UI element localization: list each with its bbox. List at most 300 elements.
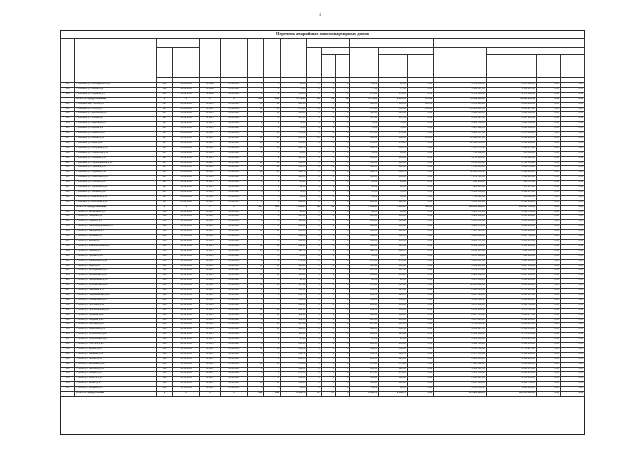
table-cell: 322,40 <box>350 244 379 249</box>
table-cell: 15.09.2011 <box>173 195 199 200</box>
table-cell: 7 502,35 <box>281 205 307 210</box>
table-cell: 130 <box>156 298 173 303</box>
table-cell: 2 <box>307 323 321 328</box>
table-cell: 6 <box>307 141 321 146</box>
table-cell: 226 <box>61 181 75 186</box>
table-cell: 31.12.2017 <box>221 323 247 328</box>
table-cell: 640 458,00 <box>434 181 487 186</box>
table-cell: 0,00 <box>407 244 433 249</box>
table-cell: 12 <box>264 362 281 367</box>
table-cell: 0,00 <box>407 382 433 387</box>
table-cell: 8 <box>264 357 281 362</box>
table-cell: 170 391 663,00 <box>434 392 487 397</box>
table-cell: 130 <box>156 254 173 259</box>
table-cell: г. Липки ул. Пушкина д.22 <box>75 313 156 318</box>
table-cell: 35,80 <box>379 151 408 156</box>
table-cell: 31.12.2017 <box>221 122 247 127</box>
table-cell: г. Калинин ул. Кирова д.9 <box>75 127 156 132</box>
table-cell: 15.09.2011 <box>173 151 199 156</box>
table-cell: 727,46 <box>407 97 433 102</box>
table-cell: 0,00 <box>536 269 560 274</box>
header-cell <box>434 39 585 48</box>
table-cell: 0,00 <box>536 338 560 343</box>
table-cell: 4 <box>247 377 264 382</box>
table-cell: 532,92 <box>379 107 408 112</box>
header-cell <box>199 39 221 78</box>
table-cell: III.2017 <box>199 347 221 352</box>
header-cell <box>536 55 560 78</box>
table-cell: х <box>199 97 221 102</box>
table-cell: 4 <box>247 92 264 97</box>
table-cell: 31.12.2017 <box>221 141 247 146</box>
table-cell: III.2017 <box>199 313 221 318</box>
table-cell: 19 <box>247 171 264 176</box>
table-cell: 187,50 <box>281 269 307 274</box>
table-cell: III.2017 <box>199 102 221 107</box>
table-cell: 1 <box>321 186 335 191</box>
table-cell: 8 <box>307 171 321 176</box>
table-cell: 127 <box>156 195 173 200</box>
table-cell: г. Калинин ул. Гоголя д.5 <box>75 107 156 112</box>
table-cell: 6 800 000,00 <box>486 102 536 107</box>
table-cell: 4 <box>264 220 281 225</box>
table-cell: 15.09.2011 <box>173 171 199 176</box>
table-cell: III.2017 <box>199 215 221 220</box>
table-cell: 5 791 391,00 <box>486 161 536 166</box>
table-cell: г. Липки ул. Парковая д.17 <box>75 289 156 294</box>
header-cell <box>307 48 321 78</box>
table-cell: 127 <box>156 186 173 191</box>
table-cell: 239 <box>61 249 75 254</box>
table-cell: 15.09.2011 <box>173 107 199 112</box>
table-cell: 0,00 <box>560 357 584 362</box>
table-cell: х <box>156 97 173 102</box>
table-cell: 213 <box>61 117 75 122</box>
table-cell: 1 879 500,00 <box>486 83 536 88</box>
table-cell: 31.12.2017 <box>221 244 247 249</box>
table-cell: 0,00 <box>536 112 560 117</box>
table-cell: 158,20 <box>379 298 408 303</box>
table-cell: 130 <box>156 264 173 269</box>
table-cell: г. Липки ул. Советская д.25 <box>75 328 156 333</box>
table-cell: 185,10 <box>379 215 408 220</box>
table-cell: 6 457 945,00 <box>486 117 536 122</box>
table-cell: 14.10.2011 <box>173 313 199 318</box>
table-cell: г. Липки ул. Первомайская д.18 <box>75 293 156 298</box>
table-cell: 130 <box>156 343 173 348</box>
table-cell: 14.10.2011 <box>173 230 199 235</box>
table-cell: 130 <box>156 387 173 392</box>
table-cell: 15.09.2011 <box>173 122 199 127</box>
table-cell: 0,00 <box>560 392 584 397</box>
table-cell: 4 <box>307 166 321 171</box>
table-cell: 4 <box>264 289 281 294</box>
table-cell: 11 <box>247 112 264 117</box>
table-cell: 675,92 <box>281 107 307 112</box>
table-cell: 3 571 448,00 <box>434 92 487 97</box>
table-cell: г. Липки ул. Садовая д.23 <box>75 318 156 323</box>
table-cell: 11 281 608,00 <box>434 284 487 289</box>
table-cell: 0,00 <box>560 289 584 294</box>
table-cell: 89,50 <box>379 387 408 392</box>
table-cell: 5 528 724,00 <box>486 166 536 171</box>
table-cell: 210 <box>61 102 75 107</box>
table-cell: 5 <box>264 298 281 303</box>
table-cell: 0 <box>336 372 350 377</box>
table-cell: 4 <box>307 328 321 333</box>
table-cell: 1 <box>307 122 321 127</box>
table-cell: 31.12.2017 <box>221 215 247 220</box>
table-cell: 6 <box>264 156 281 161</box>
table-cell: 1 <box>321 298 335 303</box>
table-cell: 2 <box>321 259 335 264</box>
table-cell: 0 <box>336 117 350 122</box>
table-cell: 6 <box>264 318 281 323</box>
table-cell: Итого по городу Калинину <box>75 205 156 210</box>
table-cell: 1 <box>307 269 321 274</box>
table-cell: 14.10.2011 <box>173 367 199 372</box>
table-cell: 3 <box>264 190 281 195</box>
table-cell: 0,00 <box>560 107 584 112</box>
table-cell: 0,00 <box>407 171 433 176</box>
table-cell: 0,00 <box>560 200 584 205</box>
table-cell: 223 <box>61 166 75 171</box>
table-cell: 14.10.2011 <box>173 235 199 240</box>
table-cell: 31.12.2017 <box>221 298 247 303</box>
table-cell: 31.12.2017 <box>221 225 247 230</box>
table-cell: 287,10 <box>379 323 408 328</box>
table-cell: 2 <box>307 343 321 348</box>
header-cell <box>407 55 433 78</box>
table-cell: 246,60 <box>281 225 307 230</box>
table-cell: 15.09.2011 <box>173 117 199 122</box>
table-cell: 3 <box>307 308 321 313</box>
table-cell: 1 263 910,00 <box>486 387 536 392</box>
table-cell: 391,50 <box>350 166 379 171</box>
table-cell: 462,30 <box>379 328 408 333</box>
table-cell: 198,30 <box>379 367 408 372</box>
table-cell: 31.12.2017 <box>221 151 247 156</box>
table-cell: 2 <box>321 200 335 205</box>
table-cell: 31.12.2017 <box>221 377 247 382</box>
table-cell: Итого по городу Калинину <box>75 97 156 102</box>
table-cell: 1 <box>321 122 335 127</box>
table-cell: 233 <box>61 220 75 225</box>
table-cell: 0 <box>336 146 350 151</box>
table-cell: 2 287 748,00 <box>486 235 536 240</box>
table-cell: 7 <box>264 367 281 372</box>
table-cell: III.2017 <box>199 377 221 382</box>
table-cell: 1 <box>321 181 335 186</box>
table-cell: 31.12.2017 <box>221 195 247 200</box>
header-cell <box>321 55 335 78</box>
table-cell: 14.10.2011 <box>173 347 199 352</box>
table-cell: 3 <box>321 362 335 367</box>
header-cell <box>281 39 307 78</box>
table-cell: 130 <box>156 357 173 362</box>
table-cell: 0,00 <box>560 171 584 176</box>
table-cell: 574,06 <box>281 141 307 146</box>
table-cell: 0,00 <box>407 323 433 328</box>
table-cell: 0 <box>336 205 350 210</box>
table-cell: 4 <box>247 333 264 338</box>
table-cell: г. Липки ул. Маяковского д.11 <box>75 259 156 264</box>
table-cell: 15.09.2011 <box>173 112 199 117</box>
table-cell: 183,40 <box>379 318 408 323</box>
table-cell: 0 <box>336 392 350 397</box>
table-cell: г. Липки ул. Толстого д.28 <box>75 343 156 348</box>
table-cell: 121,60 <box>281 289 307 294</box>
table-cell: 2 <box>321 293 335 298</box>
table-cell: 8 566,70 <box>350 392 379 397</box>
table-cell: 31.12.2017 <box>221 313 247 318</box>
table-cell: 7 044,35 <box>379 205 408 210</box>
table-cell: 31.12.2017 <box>221 333 247 338</box>
table-cell: III.2017 <box>199 323 221 328</box>
table-cell: 14.10.2011 <box>173 279 199 284</box>
table-cell: г. Липки ул. Энгельса д.33 <box>75 367 156 372</box>
table-cell: 0,00 <box>407 240 433 245</box>
table-cell: 127 <box>156 176 173 181</box>
table-cell: 9 195 147,00 <box>434 328 487 333</box>
table-cell: 0 <box>336 215 350 220</box>
table-cell: 31.12.2017 <box>221 166 247 171</box>
table-cell: 2 475 569,00 <box>486 132 536 137</box>
table-cell: 712 062,00 <box>434 151 487 156</box>
table-cell: 1 <box>307 181 321 186</box>
table-cell: 0,00 <box>560 313 584 318</box>
header-cell <box>307 39 350 48</box>
table-cell: 127 <box>156 132 173 137</box>
table-cell: 78,55 <box>379 190 408 195</box>
table-cell: х <box>173 97 199 102</box>
table-cell: 121,60 <box>350 289 379 294</box>
table-cell: 26 <box>264 107 281 112</box>
table-cell: 9 <box>247 259 264 264</box>
table-cell: 126 <box>156 87 173 92</box>
table-cell: 0 <box>336 132 350 137</box>
table-cell: 0,00 <box>536 171 560 176</box>
table-cell: 0,00 <box>536 392 560 397</box>
table-cell: 130 <box>156 338 173 343</box>
table-cell: г. Калинин ул. Мира д.12 <box>75 141 156 146</box>
table-cell: 0,00 <box>407 328 433 333</box>
table-cell: 0,00 <box>407 279 433 284</box>
table-cell: 256,40 <box>379 343 408 348</box>
table-cell: 0 <box>336 352 350 357</box>
table-cell: 15.09.2011 <box>173 161 199 166</box>
table-cell: 0,00 <box>560 367 584 372</box>
table-cell: 0,00 <box>407 166 433 171</box>
table-cell: 2 <box>321 357 335 362</box>
table-cell: 4 129 244,00 <box>486 200 536 205</box>
table-cell: 0,00 <box>407 92 433 97</box>
table-cell: г. Липки ул. Ягодная д.37 <box>75 387 156 392</box>
table-cell: 8 566,70 <box>379 392 408 397</box>
table-cell: 0,00 <box>536 377 560 382</box>
table-cell: 16 <box>247 141 264 146</box>
table-cell: 126 <box>156 92 173 97</box>
table-cell: 4 370 728,00 <box>486 308 536 313</box>
table-cell: 75 040 000,00 <box>434 97 487 102</box>
table-cell: 4 <box>247 289 264 294</box>
table-cell: 0 <box>336 235 350 240</box>
table-cell: 5 815 836,00 <box>434 200 487 205</box>
table-cell: 7 042 592,00 <box>486 249 536 254</box>
table-cell: III.2017 <box>199 122 221 127</box>
table-cell: 1 <box>307 352 321 357</box>
table-cell: 3 <box>307 382 321 387</box>
table-cell: 130 <box>156 284 173 289</box>
table-cell: 265,20 <box>281 156 307 161</box>
table-cell: 31.12.2017 <box>221 176 247 181</box>
table-cell: 226,50 <box>281 357 307 362</box>
table-cell: 130 <box>156 220 173 225</box>
table-cell: 31.12.2017 <box>221 230 247 235</box>
table-cell: х <box>156 205 173 210</box>
table-cell: 508 388,00 <box>486 195 536 200</box>
table-cell: 385,50 <box>379 230 408 235</box>
table-cell: 1 <box>321 210 335 215</box>
table-cell: 1 <box>307 289 321 294</box>
table-cell: 15.09.2011 <box>173 132 199 137</box>
table-cell: 36,00 <box>379 195 408 200</box>
table-cell: 0,00 <box>536 254 560 259</box>
table-cell: 31.12.2017 <box>221 112 247 117</box>
table-cell: 7 502,35 <box>350 205 379 210</box>
table-cell: 162,00 <box>379 235 408 240</box>
table-cell: 0,00 <box>560 274 584 279</box>
table-cell: 2 <box>307 367 321 372</box>
table-cell: 219 <box>61 146 75 151</box>
table-cell: 125,00 <box>407 136 433 141</box>
table-cell: 127 <box>156 181 173 186</box>
table-cell: 4 847 193,00 <box>434 293 487 298</box>
table-cell: 3 <box>321 264 335 269</box>
table-cell: 0 <box>336 254 350 259</box>
table-cell: 0 <box>336 323 350 328</box>
table-cell: 214,90 <box>281 303 307 308</box>
table-cell: 175,30 <box>379 132 408 137</box>
table-cell: 2 <box>307 200 321 205</box>
table-cell: III.2017 <box>199 186 221 191</box>
header-cell <box>264 39 281 78</box>
table-cell: 238 <box>61 244 75 249</box>
table-cell: 3 <box>321 230 335 235</box>
table-cell: 3 <box>247 338 264 343</box>
table-cell: 31.12.2017 <box>221 352 247 357</box>
table-cell: 599,70 <box>350 171 379 176</box>
table-cell: 36,00 <box>281 195 307 200</box>
table-cell: 3 <box>264 279 281 284</box>
table-cell: 0,00 <box>560 195 584 200</box>
table-cell: 211,30 <box>281 240 307 245</box>
table-cell: 3 146 598,00 <box>434 298 487 303</box>
table-cell: 0 <box>336 362 350 367</box>
table-cell: 0,00 <box>407 387 433 392</box>
table-cell: г. Калинин ул. Садовая д.3 <box>75 92 156 97</box>
table-cell: 0,00 <box>407 156 433 161</box>
table-cell: 127 <box>156 161 173 166</box>
table-cell: 8 <box>264 225 281 230</box>
table-cell: 6 <box>247 215 264 220</box>
table-cell: 5 710 419,00 <box>434 323 487 328</box>
table-cell: 276,30 <box>379 259 408 264</box>
table-cell: 0,00 <box>536 215 560 220</box>
table-cell: III.2017 <box>199 171 221 176</box>
table-cell: г. Калинин ул. Мичурина д.13 <box>75 146 156 151</box>
table-cell: 292,40 <box>379 200 408 205</box>
table-cell: 130 <box>156 382 173 387</box>
table-cell: 187,50 <box>350 269 379 274</box>
table-cell: 31.12.2017 <box>221 289 247 294</box>
table-cell: 241 <box>61 259 75 264</box>
table-cell: 31.12.2017 <box>221 362 247 367</box>
table-cell: 0,00 <box>407 200 433 205</box>
table-cell: 1 <box>307 333 321 338</box>
table-cell: 3 620 855,00 <box>486 343 536 348</box>
table-cell: 0 <box>336 357 350 362</box>
table-cell: 251 <box>61 308 75 313</box>
table-cell: 481,56 <box>350 102 379 107</box>
table-cell: 5 471 739,00 <box>434 372 487 377</box>
table-cell: г. Липки ул. Московская д.14 <box>75 274 156 279</box>
table-cell: 120,00 <box>407 102 433 107</box>
table-cell: 0 <box>336 127 350 132</box>
table-cell: 0 <box>336 161 350 166</box>
table-cell: 78,55 <box>281 190 307 195</box>
table-cell: 244 <box>61 274 75 279</box>
table-cell: 0,00 <box>560 102 584 107</box>
table-cell: 3 <box>307 244 321 249</box>
table-cell: 14.10.2011 <box>173 382 199 387</box>
table-cell: 14.10.2011 <box>173 362 199 367</box>
table-cell: 0,00 <box>536 240 560 245</box>
table-cell: 0,00 <box>407 264 433 269</box>
table-cell: 1 338 756,00 <box>486 210 536 215</box>
table-cell: 0,00 <box>407 195 433 200</box>
table-cell: 248 <box>61 293 75 298</box>
table-cell: 256,40 <box>350 343 379 348</box>
header-cell <box>247 39 264 78</box>
table-cell: 127 <box>156 127 173 132</box>
table-cell: г. Липки ул. Ленина д.9 <box>75 249 156 254</box>
table-cell: 127 <box>156 112 173 117</box>
table-cell: 7 <box>247 240 264 245</box>
table-cell: 127 <box>156 156 173 161</box>
table-cell: 31.12.2017 <box>221 387 247 392</box>
table-cell: 130 <box>156 259 173 264</box>
table-cell: 12 <box>264 230 281 235</box>
table-cell: 32,20 <box>350 181 379 186</box>
table-cell: 0,00 <box>560 151 584 156</box>
table-cell: 2 <box>307 240 321 245</box>
table-cell: 127 <box>156 166 173 171</box>
table-cell: 14.10.2011 <box>173 269 199 274</box>
table-cell: 0,00 <box>407 83 433 88</box>
table-cell: 3 <box>321 308 335 313</box>
table-cell: 31.12.2017 <box>221 293 247 298</box>
table-cell: 15.09.2011 <box>173 136 199 141</box>
table-cell: 89 <box>321 205 335 210</box>
table-cell: III.2017 <box>199 132 221 137</box>
table-cell: 127 <box>156 146 173 151</box>
table-cell: 0,00 <box>536 264 560 269</box>
table-cell: г. Липки ул. Октябрьская д.16 <box>75 284 156 289</box>
table-cell: 0,00 <box>560 166 584 171</box>
table-cell: 322,40 <box>281 244 307 249</box>
table-cell: III.2017 <box>199 210 221 215</box>
